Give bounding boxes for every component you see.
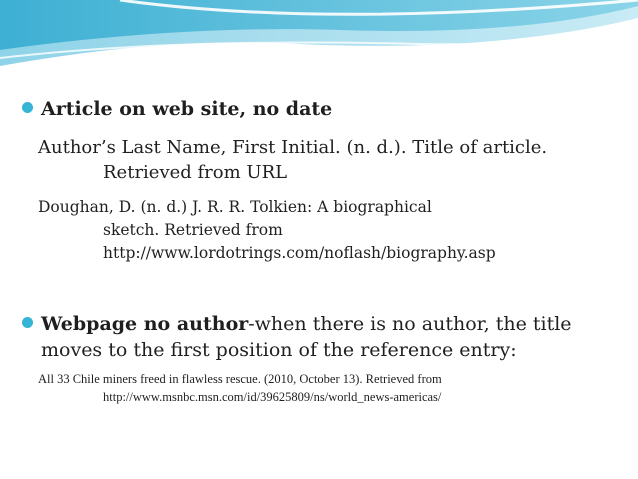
section2-heading-line2: moves to the first position of the reference entry: [41, 339, 517, 361]
section1-example-line3: http://www.lordotrings.com/noflash/biography.asp [103, 244, 496, 262]
section2-heading-row [22, 312, 572, 336]
section2-heading-bold: Webpage no author [41, 313, 249, 335]
section2-example-line1: All 33 Chile miners freed in flawless rescue. (2010, October 13). Retrieved from [38, 372, 442, 386]
section1-heading-row [22, 97, 332, 121]
circle-bullet-icon [22, 102, 33, 113]
circle-bullet-icon [22, 317, 33, 328]
section1-example-line1: Doughan, D. (n. d.) J. R. R. Tolkien: A biographical [38, 198, 432, 216]
section2-example-line2: http://www.msnbc.msn.com/id/39625809/ns/world_news-americas/ [103, 390, 442, 404]
section1-heading: Article on web site, no date [41, 98, 333, 120]
section1-format-line2: Retrieved from URL [103, 162, 288, 183]
header-wave-decoration [0, 0, 638, 80]
section1-example-line2: sketch. Retrieved from [103, 221, 283, 239]
section2-heading-rest: -when there is no author, the title [248, 313, 572, 335]
section1-format-line1: Author’s Last Name, First Initial. (n. d.). Title of article. [38, 137, 548, 158]
